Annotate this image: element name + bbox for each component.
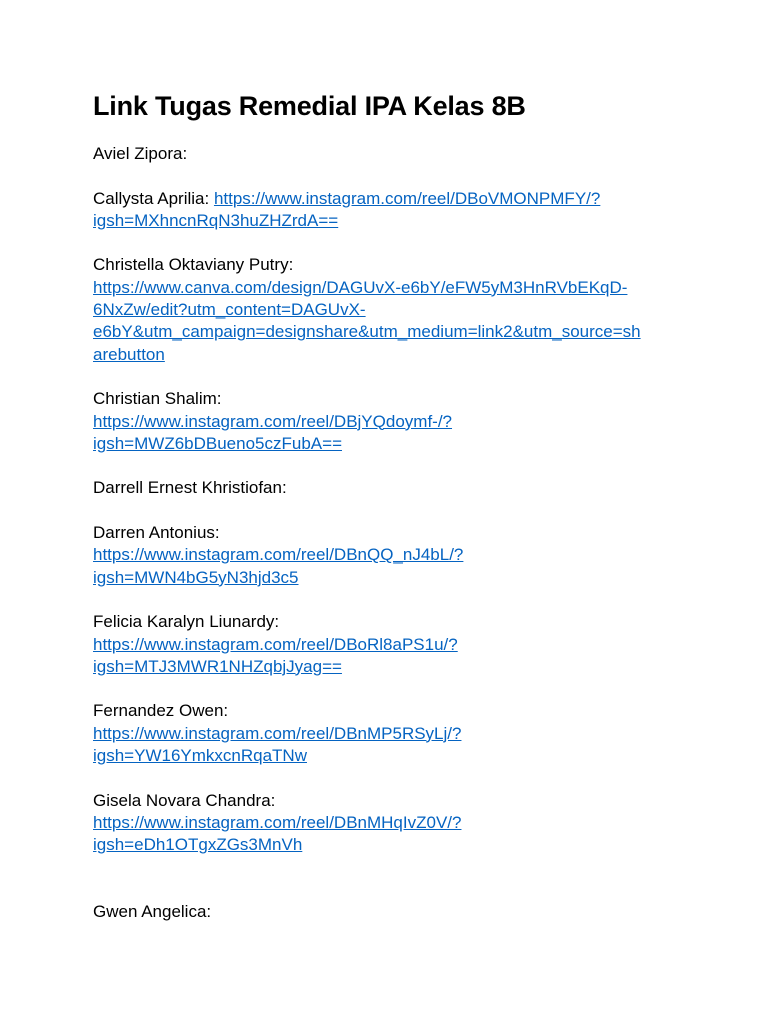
- submission-link[interactable]: arebutton: [93, 344, 165, 364]
- submission-link[interactable]: igsh=MXhncnRqN3huZHZrdA==: [93, 210, 339, 230]
- student-name: Christian Shalim:: [93, 389, 222, 409]
- student-name: Fernandez Owen:: [93, 701, 229, 721]
- document-page: [93, 86, 693, 923]
- spacer: [93, 366, 693, 388]
- student-entry: [93, 143, 693, 165]
- student-name: Gisela Novara Chandra:: [93, 790, 276, 810]
- student-name: Darrell Ernest Khristiofan:: [93, 478, 287, 498]
- student-name: Christella Oktaviany Putry:: [93, 255, 294, 275]
- student-entry: [93, 700, 693, 767]
- student-name: Callysta Aprilia:: [93, 188, 210, 208]
- spacer: [93, 165, 693, 187]
- submission-link[interactable]: https://www.instagram.com/reel/DBoVMONPMFY/?: [213, 188, 601, 208]
- student-entry: [93, 388, 693, 455]
- spacer: [93, 500, 693, 522]
- submission-link[interactable]: https://www.instagram.com/reel/DBjYQdoymf-/?: [93, 411, 453, 431]
- submission-link[interactable]: https://www.instagram.com/reel/DBnMP5RSyLj/?: [93, 723, 462, 743]
- spacer: [93, 589, 693, 611]
- spacer: [93, 857, 693, 902]
- submission-link[interactable]: igsh=MWZ6bDBueno5czFubA==: [93, 433, 342, 453]
- student-name: Gwen Angelica:: [93, 902, 212, 922]
- student-entry: [93, 188, 693, 233]
- spacer: [93, 767, 693, 789]
- submission-link[interactable]: igsh=YW16YmkxcnRqaTNw: [93, 746, 307, 766]
- student-entry: [93, 522, 693, 589]
- submission-link[interactable]: igsh=eDh1OTgxZGs3MnVh: [93, 835, 303, 855]
- student-entry: [93, 611, 693, 678]
- student-entry: [93, 254, 693, 365]
- student-entry: [93, 477, 693, 499]
- student-entry: [93, 901, 693, 923]
- student-name: Felicia Karalyn Liunardy:: [93, 612, 280, 632]
- student-name: Darren Antonius:: [93, 523, 220, 543]
- submission-link[interactable]: https://www.instagram.com/reel/DBnQQ_nJ4bL/?: [93, 545, 464, 565]
- submission-link[interactable]: 6NxZw/edit?utm_content=DAGUvX-: [93, 300, 366, 320]
- submission-link[interactable]: e6bY&utm_campaign=designshare&utm_medium=link2&utm_source=sh: [93, 322, 641, 342]
- submission-link[interactable]: https://www.instagram.com/reel/DBnMHqIvZ0V/?: [93, 812, 462, 832]
- submission-link[interactable]: igsh=MTJ3MWR1NHZqbjJyag==: [93, 656, 342, 676]
- spacer: [93, 232, 693, 254]
- submission-link[interactable]: https://www.canva.com/design/DAGUvX-e6bY/eFW5yM3HnRVbEKqD-: [93, 277, 628, 297]
- student-name: Aviel Zipora:: [93, 144, 188, 163]
- student-entry: [93, 790, 693, 857]
- spacer: [93, 455, 693, 477]
- submission-link[interactable]: igsh=MWN4bG5yN3hjd3c5: [93, 567, 299, 587]
- spacer: [93, 678, 693, 700]
- submission-link[interactable]: https://www.instagram.com/reel/DBoRl8aPS1u/?: [93, 634, 458, 654]
- document-title: Link Tugas Remedial IPA Kelas 8B: [93, 91, 526, 121]
